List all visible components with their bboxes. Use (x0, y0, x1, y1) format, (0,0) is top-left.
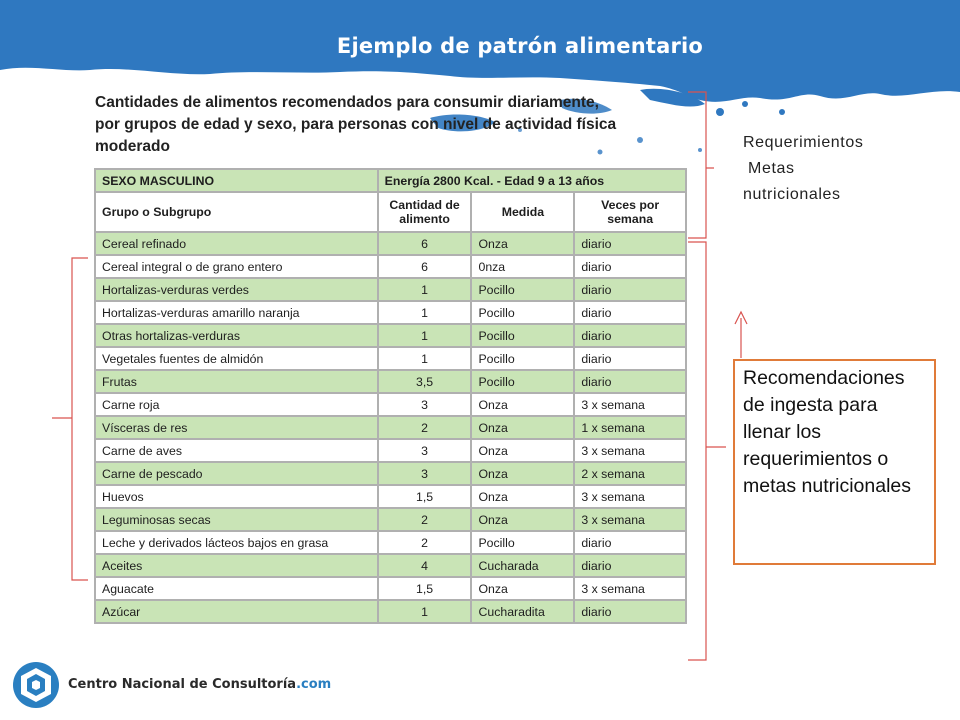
cell-frequency: 3 x semana (574, 393, 686, 416)
cell-group: Huevos (95, 485, 378, 508)
cell-measure: Onza (471, 416, 574, 439)
cell-measure: Onza (471, 439, 574, 462)
header-sex: SEXO MASCULINO (95, 169, 378, 192)
column-header-frequency: Veces por semana (574, 192, 686, 232)
cell-amount: 1 (378, 347, 472, 370)
cell-measure: 0nza (471, 255, 574, 278)
cell-amount: 3 (378, 439, 472, 462)
header-energy: Energía 2800 Kcal. - Edad 9 a 13 años (378, 169, 686, 192)
cell-group: Azúcar (95, 600, 378, 623)
cell-measure: Onza (471, 485, 574, 508)
cell-group: Carne de pescado (95, 462, 378, 485)
brand-domain: .com (296, 677, 332, 692)
cell-amount: 1 (378, 301, 472, 324)
requirements-line: nutricionales (743, 186, 841, 203)
top-right-bracket (688, 92, 714, 238)
column-header-measure: Medida (471, 192, 574, 232)
cell-measure: Pocillo (471, 347, 574, 370)
cell-measure: Cucharadita (471, 600, 574, 623)
cell-amount: 6 (378, 255, 472, 278)
cell-amount: 3,5 (378, 370, 472, 393)
cell-amount: 4 (378, 554, 472, 577)
left-bracket (52, 258, 88, 580)
cell-frequency: 3 x semana (574, 577, 686, 600)
cell-frequency: 2 x semana (574, 462, 686, 485)
cell-amount: 1 (378, 600, 472, 623)
column-header-amount: Cantidad de alimento (378, 192, 472, 232)
brand-main: Centro Nacional de Consultoría (68, 677, 297, 692)
cell-group: Cereal refinado (95, 232, 378, 255)
cell-amount: 1,5 (378, 485, 472, 508)
cell-measure: Onza (471, 232, 574, 255)
cell-group: Leguminosas secas (95, 508, 378, 531)
cell-group: Vísceras de res (95, 416, 378, 439)
cell-frequency: diario (574, 370, 686, 393)
brand-name (68, 677, 331, 692)
cell-group: Cereal integral o de grano entero (95, 255, 378, 278)
cell-frequency: diario (574, 600, 686, 623)
cell-frequency: diario (574, 554, 686, 577)
cell-frequency: diario (574, 278, 686, 301)
cell-measure: Onza (471, 508, 574, 531)
cell-frequency: 3 x semana (574, 485, 686, 508)
cell-frequency: diario (574, 255, 686, 278)
cell-frequency: diario (574, 531, 686, 554)
cell-group: Carne de aves (95, 439, 378, 462)
cell-frequency: diario (574, 232, 686, 255)
cell-measure: Onza (471, 577, 574, 600)
cell-measure: Pocillo (471, 324, 574, 347)
cell-group: Leche y derivados lácteos bajos en grasa (95, 531, 378, 554)
cell-frequency: 1 x semana (574, 416, 686, 439)
requirements-line: Metas (743, 160, 795, 177)
cell-measure: Pocillo (471, 531, 574, 554)
slide-title: Ejemplo de patrón alimentario (336, 34, 704, 58)
cnc-logo-icon (12, 660, 60, 710)
cell-measure: Pocillo (471, 278, 574, 301)
cell-amount: 1,5 (378, 577, 472, 600)
cell-amount: 2 (378, 416, 472, 439)
requirements-line: Requerimientos (743, 134, 864, 151)
cell-amount: 1 (378, 324, 472, 347)
cell-group: Carne roja (95, 393, 378, 416)
heading-line: Cantidades de alimentos recomendados para consumir diariamente, (95, 94, 599, 111)
cell-measure: Pocillo (471, 301, 574, 324)
cell-frequency: diario (574, 347, 686, 370)
column-header-group: Grupo o Subgrupo (95, 192, 378, 232)
cell-amount: 6 (378, 232, 472, 255)
cell-group: Hortalizas-verduras amarillo naranja (95, 301, 378, 324)
cell-frequency: diario (574, 301, 686, 324)
cell-amount: 1 (378, 278, 472, 301)
cell-frequency: 3 x semana (574, 439, 686, 462)
cell-group: Vegetales fuentes de almidón (95, 347, 378, 370)
heading-line: por grupos de edad y sexo, para personas con nivel de actividad física (95, 116, 617, 133)
cell-measure: Onza (471, 462, 574, 485)
cell-amount: 2 (378, 531, 472, 554)
cell-group: Hortalizas-verduras verdes (95, 278, 378, 301)
cell-amount: 2 (378, 508, 472, 531)
cell-group: Aceites (95, 554, 378, 577)
cell-group: Frutas (95, 370, 378, 393)
heading-line: moderado (95, 138, 170, 155)
cell-measure: Pocillo (471, 370, 574, 393)
cell-measure: Cucharada (471, 554, 574, 577)
bottom-right-bracket (688, 242, 726, 660)
cell-amount: 3 (378, 462, 472, 485)
cell-measure: Onza (471, 393, 574, 416)
cell-frequency: diario (574, 324, 686, 347)
cell-amount: 3 (378, 393, 472, 416)
cell-group: Otras hortalizas-verduras (95, 324, 378, 347)
recommendations-box: Recomendaciones de ingesta para llenar los requerimientos o metas nutricionales (733, 359, 936, 565)
cell-group: Aguacate (95, 577, 378, 600)
cell-frequency: 3 x semana (574, 508, 686, 531)
